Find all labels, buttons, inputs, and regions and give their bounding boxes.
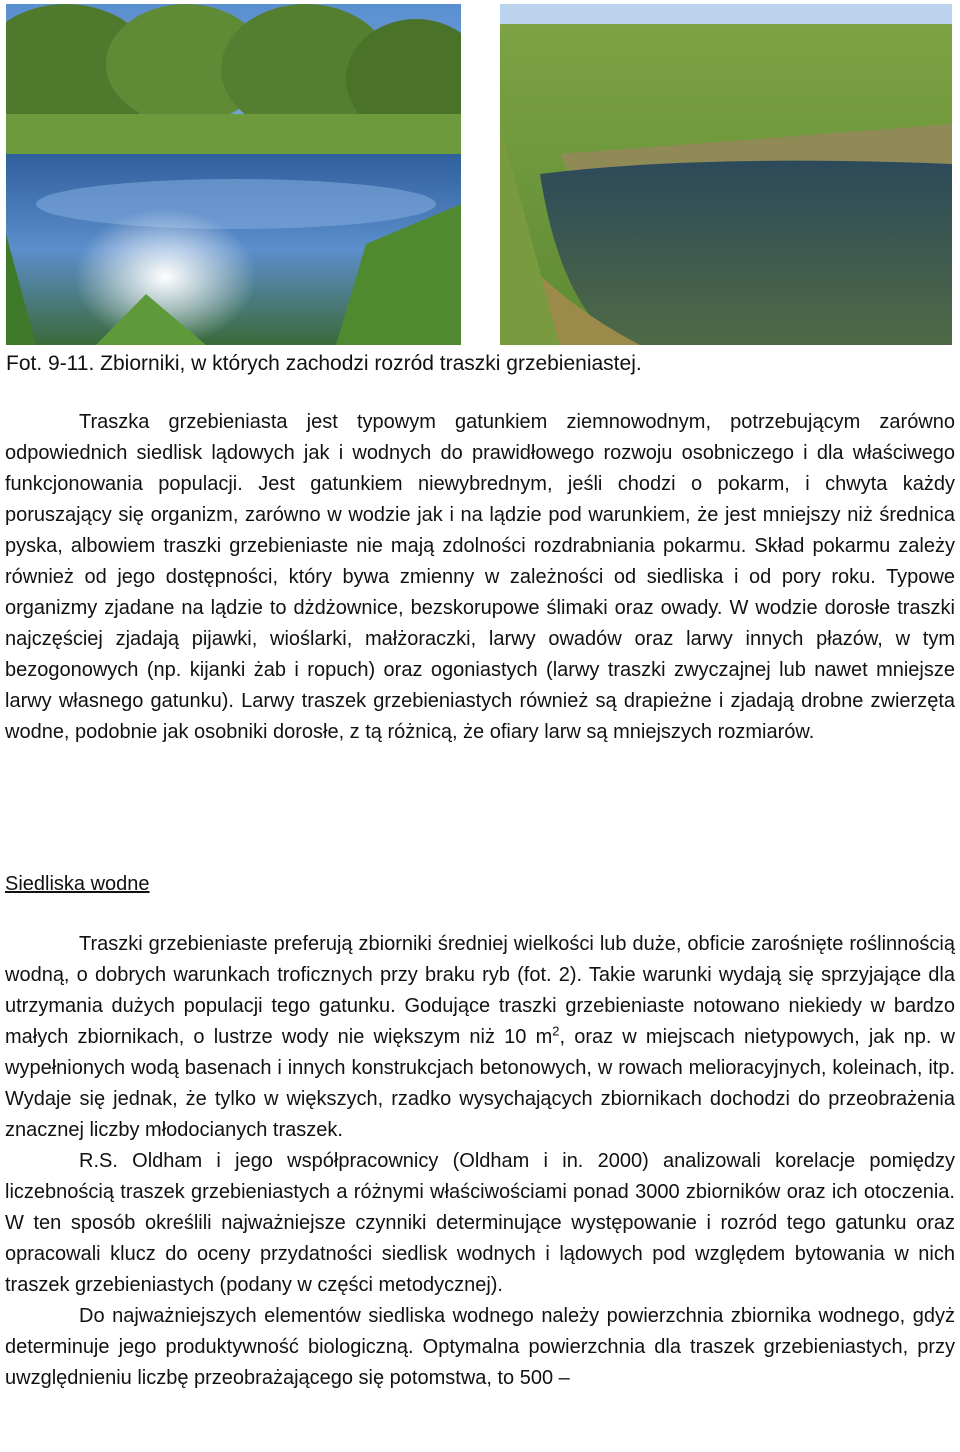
body-paragraph-1 (5, 407, 955, 748)
paragraph-4: Do najważniejszych elementów siedliska wodnego należy powierzchnia zbiornika wodnego, gdyż determinuje jego produktywność biologiczną. Optymalna powierzchnia dla traszek grzebieniastych, przy uwzględnieniu liczbę przeobrażającego się potomstwa, to 500 – (5, 1305, 955, 1389)
paragraph-2 (5, 929, 955, 1146)
paragraph-2-text-a: Traszki grzebieniaste preferują zbiorniki średniej wielkości lub duże, obficie zarośnięte roślinnością wodną, o dobrych warunkach troficznych przy braku ryb (fot. 2). Takie warunki wydają się sprzyjające dla utrzymania dużych populacji tego gatunku. Godujące traszki grzebieniaste notowano niekiedy w bardzo małych zbiornikach, o lustrze wody nie większym niż 10 m (5, 933, 955, 1048)
section-heading: Siedliska wodne (5, 873, 150, 895)
pond-photo-1 (6, 4, 461, 345)
superscript-2: 2 (552, 1023, 560, 1039)
pond-photo-2 (500, 4, 952, 345)
figure-caption: Fot. 9-11. Zbiorniki, w których zachodzi rozród traszki grzebieniastej. (6, 352, 642, 375)
section-body (5, 929, 955, 1394)
paragraph-text: Traszka grzebieniasta jest typowym gatunkiem ziemnowodnym, potrzebującym zarówno odpowiednich siedlisk lądowych jak i wodnych do prawidłowego rozwoju osobniczego i dla właściwego funkcjonowania populacji. Jest gatunkiem niewybrednym, jeśli chodzi o pokarm, i chwyta każdy poruszający się organizm, zarówno w wodzie jak i na lądzie pod warunkiem, że jest mniejszy niż średnica pyska, albowiem traszki grzebieniaste nie mają zdolności rozdrabniania pokarmu. Skład pokarmu zależy również od jego dostępności, który bywa zmienny w zależności od siedliska i od pory roku. Typowe organizmy zjadane na lądzie to dżdżownice, bezskorupowe ślimaki oraz owady. W wodzie dorosłe traszki najczęściej zjadają pijawki, wioślarki, małżoraczki, larwy owadów oraz larwy innych płazów, w tym bezogonowych (np. kijanki żab i ropuch) oraz ogoniastych (larwy traszki zwyczajnej lub nawet mniejsze larwy własnego gatunku). Larwy traszek grzebieniastych również są drapieżne i zjadają drobne zwierzęta wodne, podobnie jak osobniki dorosłe, z tą różnicą, że ofiary larw są mniejszych rozmiarów. (5, 411, 955, 743)
paragraph-2-text-b: , oraz w miejscach nietypowych, jak np. w wypełnionych wodą basenach i innych konstrukcjach betonowych, w rowach melioracyjnych, koleinach, itp. Wydaje się jednak, że tylko w większych, rzadko wysychających zbiornikach dochodzi do przeobrażenia znacznej liczby młodocianych traszek. (5, 1026, 955, 1141)
paragraph-3: R.S. Oldham i jego współpracownicy (Oldham i in. 2000) analizowali korelacje pomiędzy liczebnością traszek grzebieniastych a różnymi właściwościami ponad 3000 zbiorników oraz ich otoczenia. W ten sposób określili najważniejsze czynniki determinujące występowanie i rozród tego gatunku oraz opracowali klucz do oceny przydatności siedlisk wodnych i lądowych pod względem bytowania w nich traszek grzebieniastych (podany w części metodycznej). (5, 1150, 955, 1296)
